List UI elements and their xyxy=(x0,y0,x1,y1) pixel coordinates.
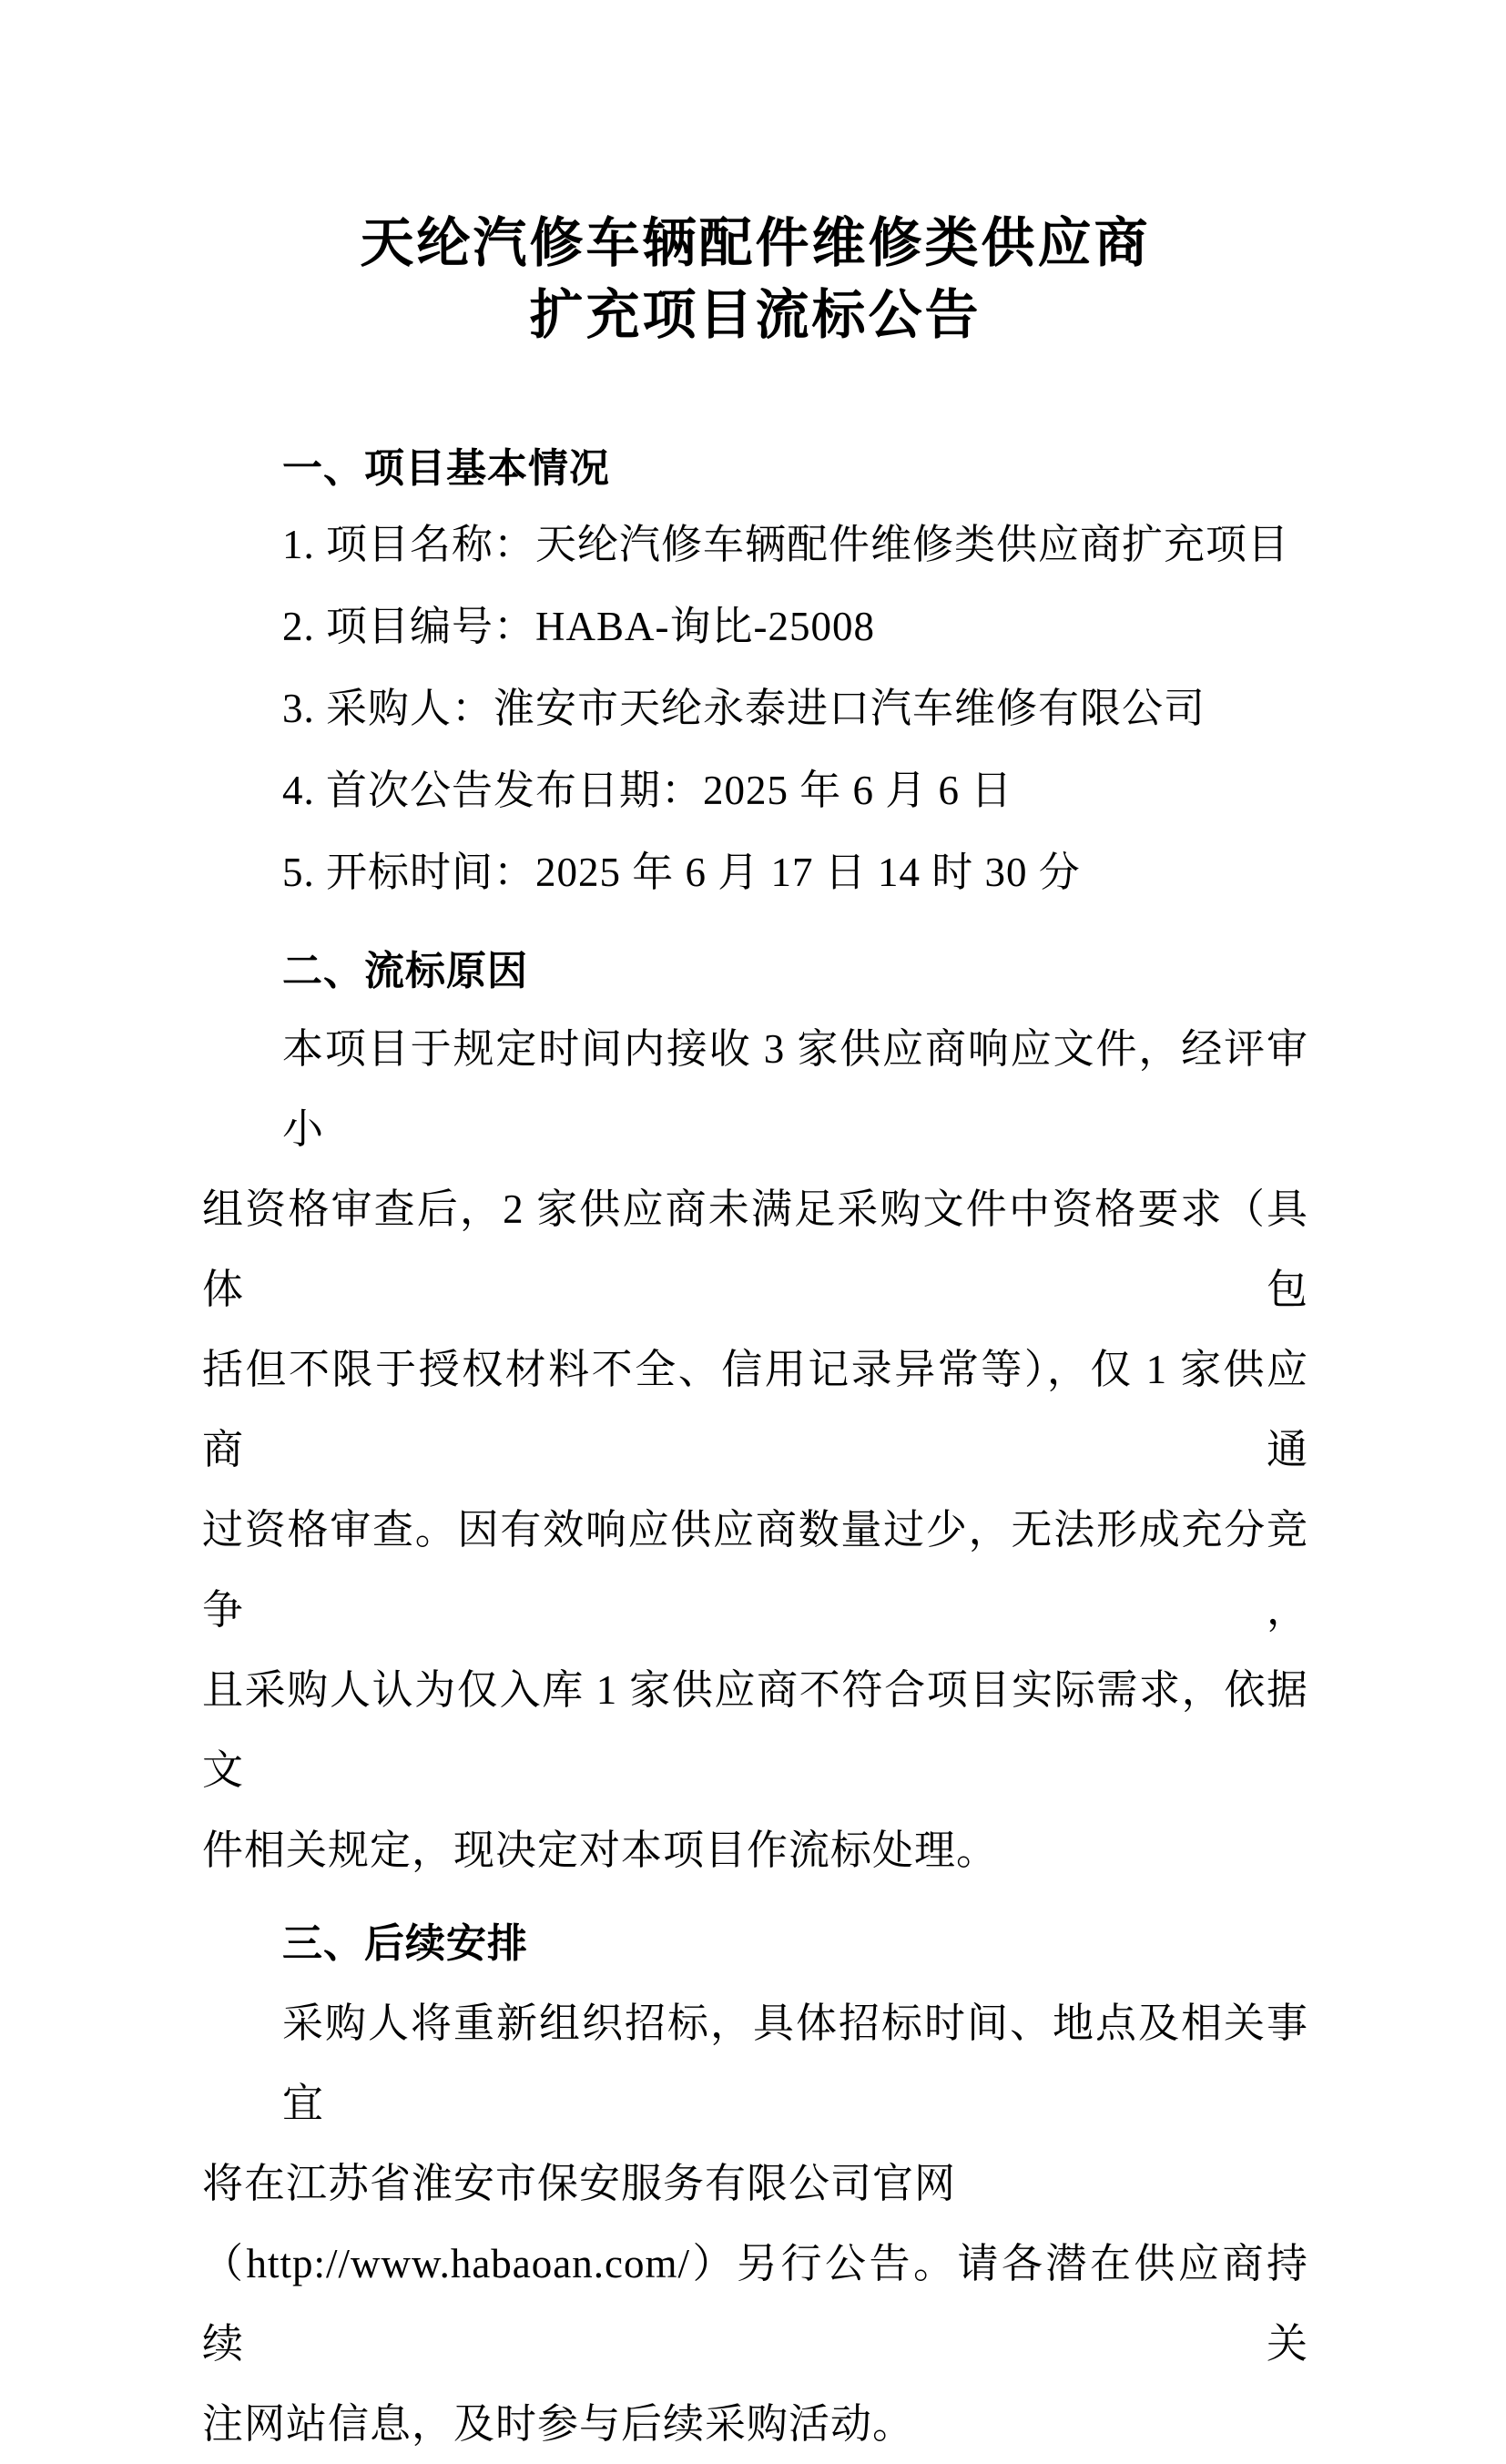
website-url-line: （http://www.habaoan.com/）另行公告。请各潜在供应商持续关 xyxy=(202,2241,1308,2367)
document-title-line-2: 扩充项目流标公告 xyxy=(529,285,982,345)
paragraph-line: 组资格审查后，2 家供应商未满足采购文件中资格要求（具体包 xyxy=(202,1186,1308,1312)
list-item-purchaser: 3. 采购人：淮安市天纶永泰进口汽车维修有限公司 xyxy=(282,686,1206,731)
document-title-line-1: 天纶汽修车辆配件维修类供应商 xyxy=(360,213,1151,273)
list-item-first-announcement-date: 4. 首次公告发布日期：2025 年 6 月 6 日 xyxy=(282,768,1013,813)
section-2-paragraph xyxy=(202,1009,1308,1890)
section-1-items xyxy=(202,504,1308,913)
document-page xyxy=(0,208,1506,2447)
document-title xyxy=(202,208,1308,351)
paragraph-line: 件相关规定，现决定对本项目作流标处理。 xyxy=(202,1828,999,1873)
section-2-heading: 二、流标原因 xyxy=(282,949,528,993)
paragraph-line: 过资格审查。因有效响应供应商数量过少，无法形成充分竞争， xyxy=(202,1507,1308,1633)
paragraph-line: 且采购人认为仅入库 1 家供应商不符合项目实际需求，依据文 xyxy=(202,1667,1308,1793)
paragraph-line: 注网站信息，及时参与后续采购活动。 xyxy=(202,2401,915,2447)
section-3-heading: 三、后续安排 xyxy=(282,1921,528,1966)
document-content xyxy=(0,208,1506,2464)
paragraph-line: 括但不限于授权材料不全、信用记录异常等），仅 1 家供应商通 xyxy=(202,1347,1308,1472)
paragraph-line: 本项目于规定时间内接收 3 家供应商响应文件，经评审小 xyxy=(282,1026,1308,1152)
paragraph-line: 采购人将重新组织招标，具体招标时间、地点及相关事宜 xyxy=(282,2001,1308,2126)
list-item-project-number: 2. 项目编号：HABA-询比-25008 xyxy=(282,604,875,649)
paragraph-line: 将在江苏省淮安市保安服务有限公司官网 xyxy=(202,2161,957,2206)
section-3-paragraph xyxy=(202,1983,1308,2464)
list-item-project-name: 1. 项目名称：天纶汽修车辆配件维修类供应商扩充项目 xyxy=(282,522,1290,567)
section-1-heading: 一、项目基本情况 xyxy=(282,446,610,491)
list-item-bid-opening-time: 5. 开标时间：2025 年 6 月 17 日 14 时 30 分 xyxy=(282,850,1081,895)
